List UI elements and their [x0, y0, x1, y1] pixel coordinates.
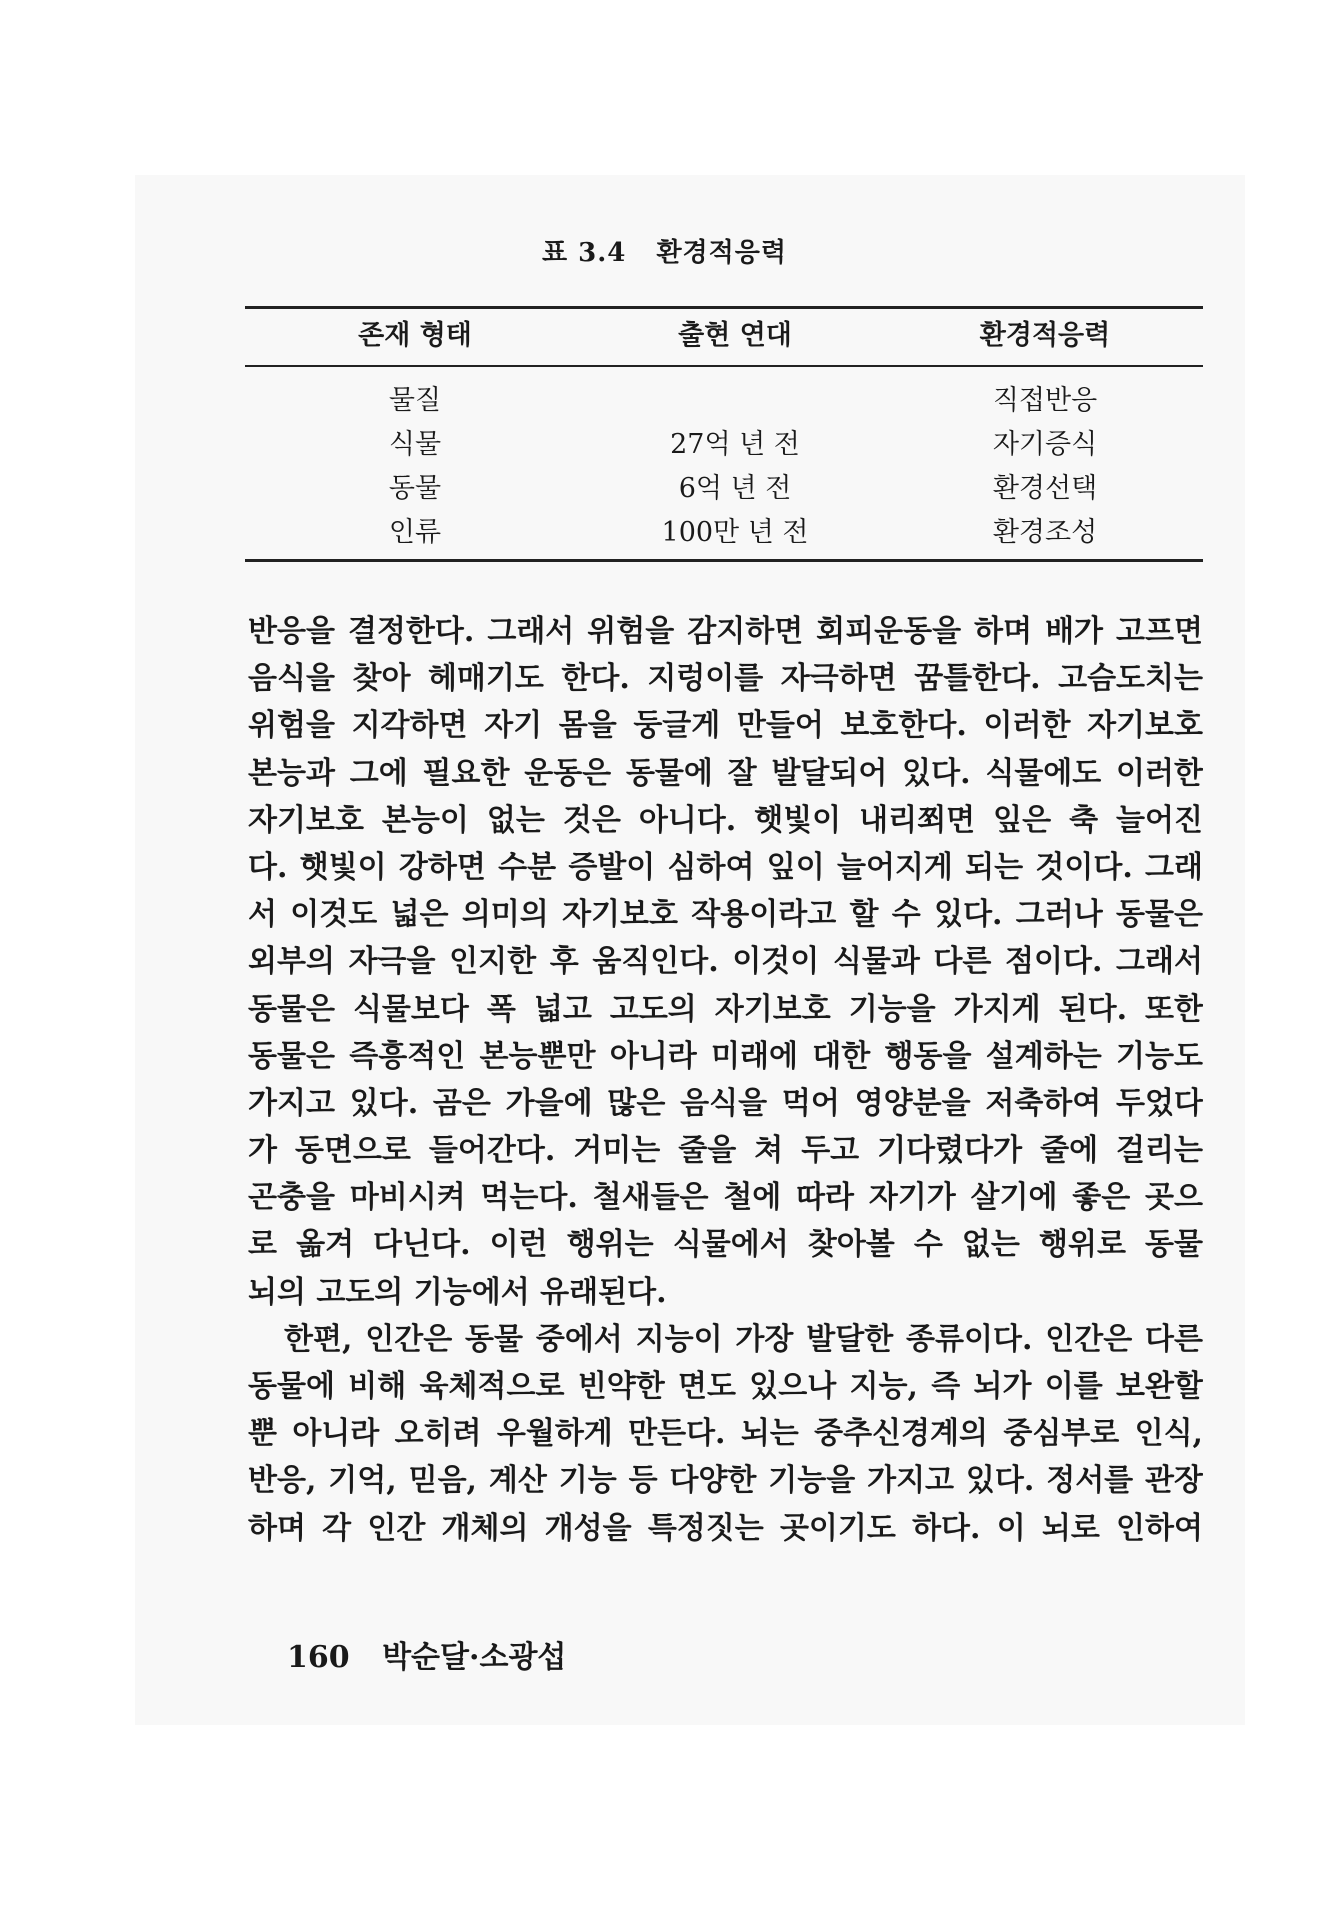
text-line: 반응, 기억, 믿음, 계산 기능 등 다양한 기능을 가지고 있다. 정서를 관장 — [248, 1463, 1203, 1499]
table-header-cell: 존재 형태 — [358, 320, 472, 351]
text-line: 한편, 인간은 동물 중에서 지능이 가장 발달한 종류이다. 인간은 다른 — [284, 1321, 1203, 1357]
text-line: 동물은 식물보다 폭 넓고 고도의 자기보호 기능을 가지게 된다. 또한 — [248, 991, 1203, 1027]
table-cell: 동물 — [388, 473, 442, 504]
table-header-row — [245, 314, 1203, 358]
text-line: 자기보호 본능이 없는 것은 아니다. 햇빛이 내리쬐면 잎은 축 늘어진 — [248, 802, 1203, 838]
text-line: 외부의 자극을 인지한 후 움직인다. 이것이 식물과 다른 점이다. 그래서 — [248, 944, 1203, 980]
text-line: 반응을 결정한다. 그래서 위험을 감지하면 회피운동을 하며 배가 고프면 — [248, 614, 1203, 649]
table-row — [245, 467, 1203, 511]
page-footer — [287, 1632, 566, 1676]
text-line: 서 이것도 넓은 의미의 자기보호 작용이라고 할 수 있다. 그러나 동물은 — [248, 897, 1203, 933]
text-line: 동물은 즉흥적인 본능뿐만 아니라 미래에 대한 행동을 설계하는 기능도 — [248, 1038, 1203, 1074]
table-caption-title: 환경적응력 — [656, 238, 788, 268]
table-cell: 환경조성 — [992, 517, 1098, 548]
table-cell: 6억 년 전 — [678, 473, 792, 504]
table-row — [245, 511, 1203, 555]
table-header-cell: 환경적응력 — [979, 320, 1111, 351]
text-line: 뇌의 고도의 기능에서 유래된다. — [248, 1274, 667, 1310]
text-line: 다. 햇빛이 강하면 수분 증발이 심하여 잎이 늘어지게 되는 것이다. 그래 — [248, 849, 1203, 885]
table-cell: 100만 년 전 — [661, 517, 809, 548]
text-line: 본능과 그에 필요한 운동은 동물에 잘 발달되어 있다. 식물에도 이러한 — [248, 755, 1203, 791]
text-line: 동물에 비해 육체적으로 빈약한 면도 있으나 지능, 즉 뇌가 이를 보완할 — [248, 1369, 1203, 1404]
running-footer-authors: 박순달·소광섭 — [382, 1640, 567, 1675]
table-header-rule — [245, 365, 1203, 367]
table-header-cell: 출현 연대 — [678, 320, 792, 351]
text-line: 위험을 지각하면 자기 몸을 둥글게 만들어 보호한다. 이러한 자기보호 — [248, 708, 1203, 744]
table-cell: 직접반응 — [992, 385, 1098, 416]
table-caption-number: 표 3.4 — [541, 238, 627, 268]
text-line: 가 동면으로 들어간다. 거미는 줄을 쳐 두고 기다렸다가 줄에 걸리는 — [248, 1133, 1203, 1169]
table-caption — [0, 232, 1329, 269]
table-row — [245, 379, 1203, 423]
body-paragraphs — [248, 608, 1203, 1552]
page-number: 160 — [287, 1640, 350, 1675]
table-row — [245, 423, 1203, 467]
text-line: 음식을 찾아 헤매기도 한다. 지렁이를 자극하면 꿈틀한다. 고슴도치는 — [248, 661, 1203, 697]
text-line: 로 옮겨 다닌다. 이런 행위는 식물에서 찾아볼 수 없는 행위로 동물 — [248, 1227, 1203, 1263]
table-bottom-rule — [245, 559, 1203, 562]
table-cell: 인류 — [388, 517, 442, 548]
table-cell: 식물 — [388, 429, 442, 460]
table-cell: 물질 — [388, 385, 442, 416]
text-line: 곤충을 마비시켜 먹는다. 철새들은 철에 따라 자기가 살기에 좋은 곳으 — [248, 1180, 1203, 1216]
text-line: 가지고 있다. 곰은 가을에 많은 음식을 먹어 영양분을 저축하여 두었다 — [248, 1085, 1203, 1121]
table-cell: 27억 년 전 — [670, 429, 800, 460]
text-line: 하며 각 인간 개체의 개성을 특정짓는 곳이기도 하다. 이 뇌로 인하여 — [248, 1510, 1203, 1546]
text-line: 뿐 아니라 오히려 우월하게 만든다. 뇌는 중추신경계의 중심부로 인식, — [248, 1416, 1203, 1452]
table-cell: 자기증식 — [992, 429, 1098, 460]
table-top-rule — [245, 306, 1203, 309]
table-cell: 환경선택 — [992, 473, 1098, 504]
